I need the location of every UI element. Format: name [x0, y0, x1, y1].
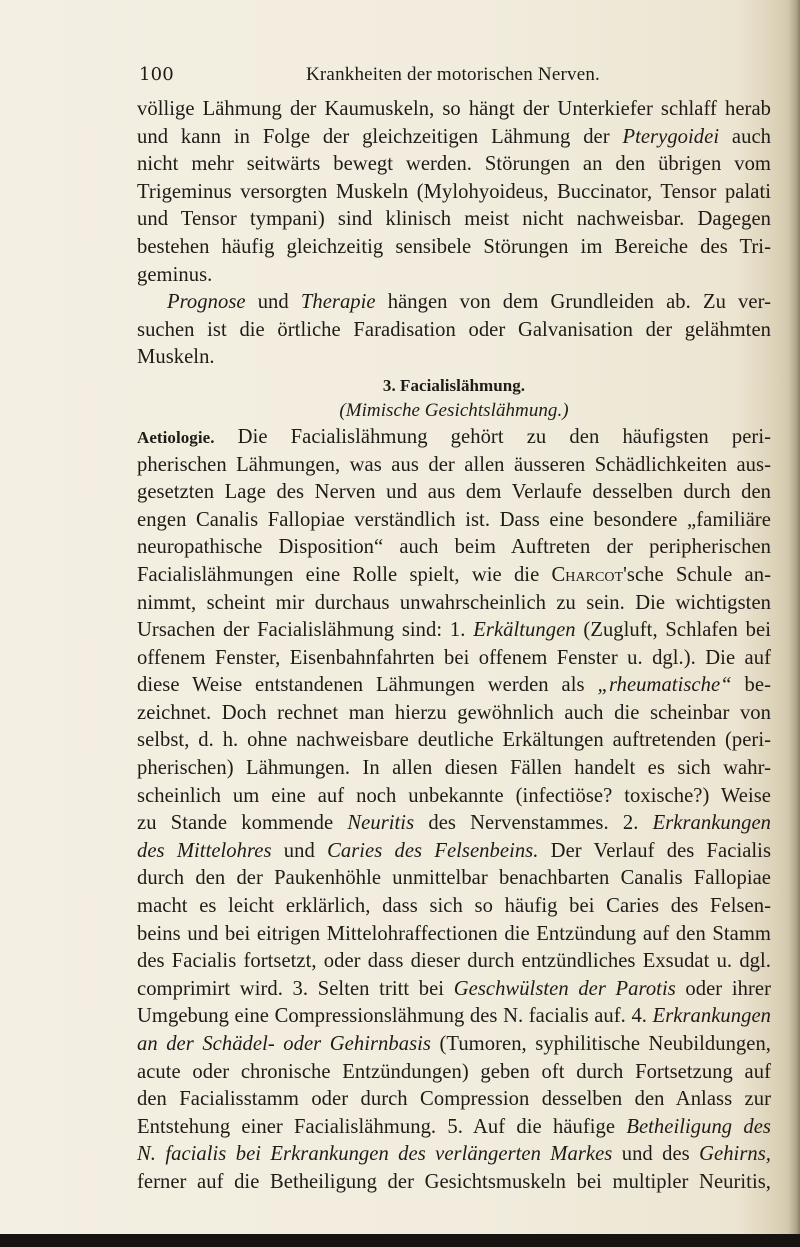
text-line: selbst, d. h. ohne nachweisbare deutliche Erkältungen auftretenden (peri- [137, 729, 771, 752]
text-line: macht es leicht erklärlich, dass sich so häufig bei Caries des Felsen- [137, 895, 771, 918]
paragraph-prognose [137, 289, 771, 372]
text-line: pherischen Lähmungen, was aus der allen äusseren Schädlichkeiten aus- [137, 453, 771, 476]
text-line: suchen ist die örtliche Faradisation oder Galvanisation der gelähmten [137, 318, 771, 341]
bottom-border [0, 1234, 800, 1247]
aetiologie-label: Aetiologie. [137, 427, 215, 447]
text-line: comprimirt wird. 3. Selten tritt bei Geschwülsten der Parotis oder ihrer [137, 977, 771, 1000]
text-line: Muskeln. [137, 346, 215, 369]
text-line: ferner auf die Betheiligung der Gesichtsmuskeln bei multipler Neuritis, [137, 1170, 771, 1193]
text-line: Prognose und Therapie hängen von dem Grundleiden ab. Zu ver- [167, 291, 771, 314]
text-line: Umgebung eine Compressionslähmung des N. facialis auf. 4. Erkrankungen [137, 1005, 771, 1028]
text-line: beins und bei eitrigen Mittelohraffectionen die Entzündung auf den Stamm [137, 922, 771, 945]
text-line: und Tensor tympani) sind klinisch meist nicht nachweisbar. Dagegen [137, 208, 771, 231]
text-line: offenem Fenster, Eisenbahnfahrten bei offenem Fenster u. dgl.). Die auf [137, 646, 771, 669]
text-line: den Facialisstamm oder durch Compression desselben den Anlass zur [137, 1088, 771, 1111]
text-line: zu Stande kommende Neuritis des Nervenstammes. 2. Erkrankungen [137, 812, 772, 835]
text-line: N. facialis bei Erkrankungen des verlängerten Markes und des Gehirns, [137, 1143, 771, 1166]
body-text [137, 96, 771, 1197]
text-line: völlige Lähmung der Kaumuskeln, so hängt der Unterkiefer schlaff herab [137, 98, 771, 120]
text-line: neuropathische Disposition“ auch beim Auftreten der peripherischen [137, 536, 771, 559]
paragraph-kaumuskeln [137, 96, 771, 289]
text-line: Entstehung einer Facialislähmung. 5. Auf die häufige Betheiligung des [137, 1115, 771, 1138]
section-heading: 3. Facialislähmung. [382, 375, 526, 395]
page-number: 100 [139, 64, 174, 85]
text-line: Trigeminus versorgten Muskeln (Mylohyoideus, Buccinator, Tensor palati [137, 180, 771, 203]
text-line: und kann in Folge der gleichzeitigen Lähmung der Pterygoidei auch [137, 125, 771, 148]
section-subtitle: (Mimische Gesichtslähmung.) [339, 399, 569, 421]
text-line: zeichnet. Doch rechnet man hierzu gewöhnlich auch die scheinbar von [137, 701, 771, 724]
text-line: acute oder chronische Entzündungen) geben oft durch Fortsetzung auf [137, 1060, 771, 1083]
text-line: an der Schädel- oder Gehirnbasis (Tumoren, syphilitische Neubildungen, [137, 1033, 771, 1055]
text-line: engen Canalis Fallopiae verständlich ist. Dass eine besondere „familiäre [137, 508, 771, 531]
text-line: scheinlich um eine auf noch unbekannte (infectiöse? toxische?) Weise [137, 784, 771, 807]
page-header [132, 64, 774, 86]
text-line: durch den der Paukenhöhle unmittelbar benachbarten Canalis Fallopiae [137, 867, 771, 890]
paragraph-aetiologie [137, 424, 771, 1197]
page-edge-shadow [788, 0, 800, 1247]
text-line: Facialislähmungen eine Rolle spielt, wie die Charcot'sche Schule an- [137, 563, 771, 586]
text-line: Ursachen der Facialislähmung sind: 1. Erkältungen (Zugluft, Schlafen bei [137, 619, 771, 642]
text-line: nimmt, scheint mir durchaus unwahrscheinlich zu sein. Die wichtigsten [137, 591, 771, 614]
text-line: diese Weise entstandenen Lähmungen werden als „rheumatische“ be- [137, 674, 771, 697]
text-line: Aetiologie. Die Facialislähmung gehört zu den häufigsten peri- [137, 425, 771, 448]
text-line: gesetzten Lage des Nerven und aus dem Verlaufe desselben durch den [137, 481, 771, 504]
text-line: nicht mehr seitwärts bewegt werden. Störungen an den übrigen vom [137, 153, 771, 176]
text-line: pherischen) Lähmungen. In allen diesen Fällen handelt es sich wahr- [137, 757, 771, 780]
text-line: des Mittelohres und Caries des Felsenbeins. Der Verlauf des Facialis [137, 839, 772, 862]
text-line: geminus. [137, 263, 213, 286]
text-line: des Facialis fortsetzt, oder dass dieser durch entzündliches Exsudat u. dgl. [137, 950, 771, 973]
text-line: bestehen häufig gleichzeitig sensibele Störungen im Bereiche des Tri- [137, 235, 771, 258]
running-title: Krankheiten der motorischen Nerven. [305, 64, 600, 85]
